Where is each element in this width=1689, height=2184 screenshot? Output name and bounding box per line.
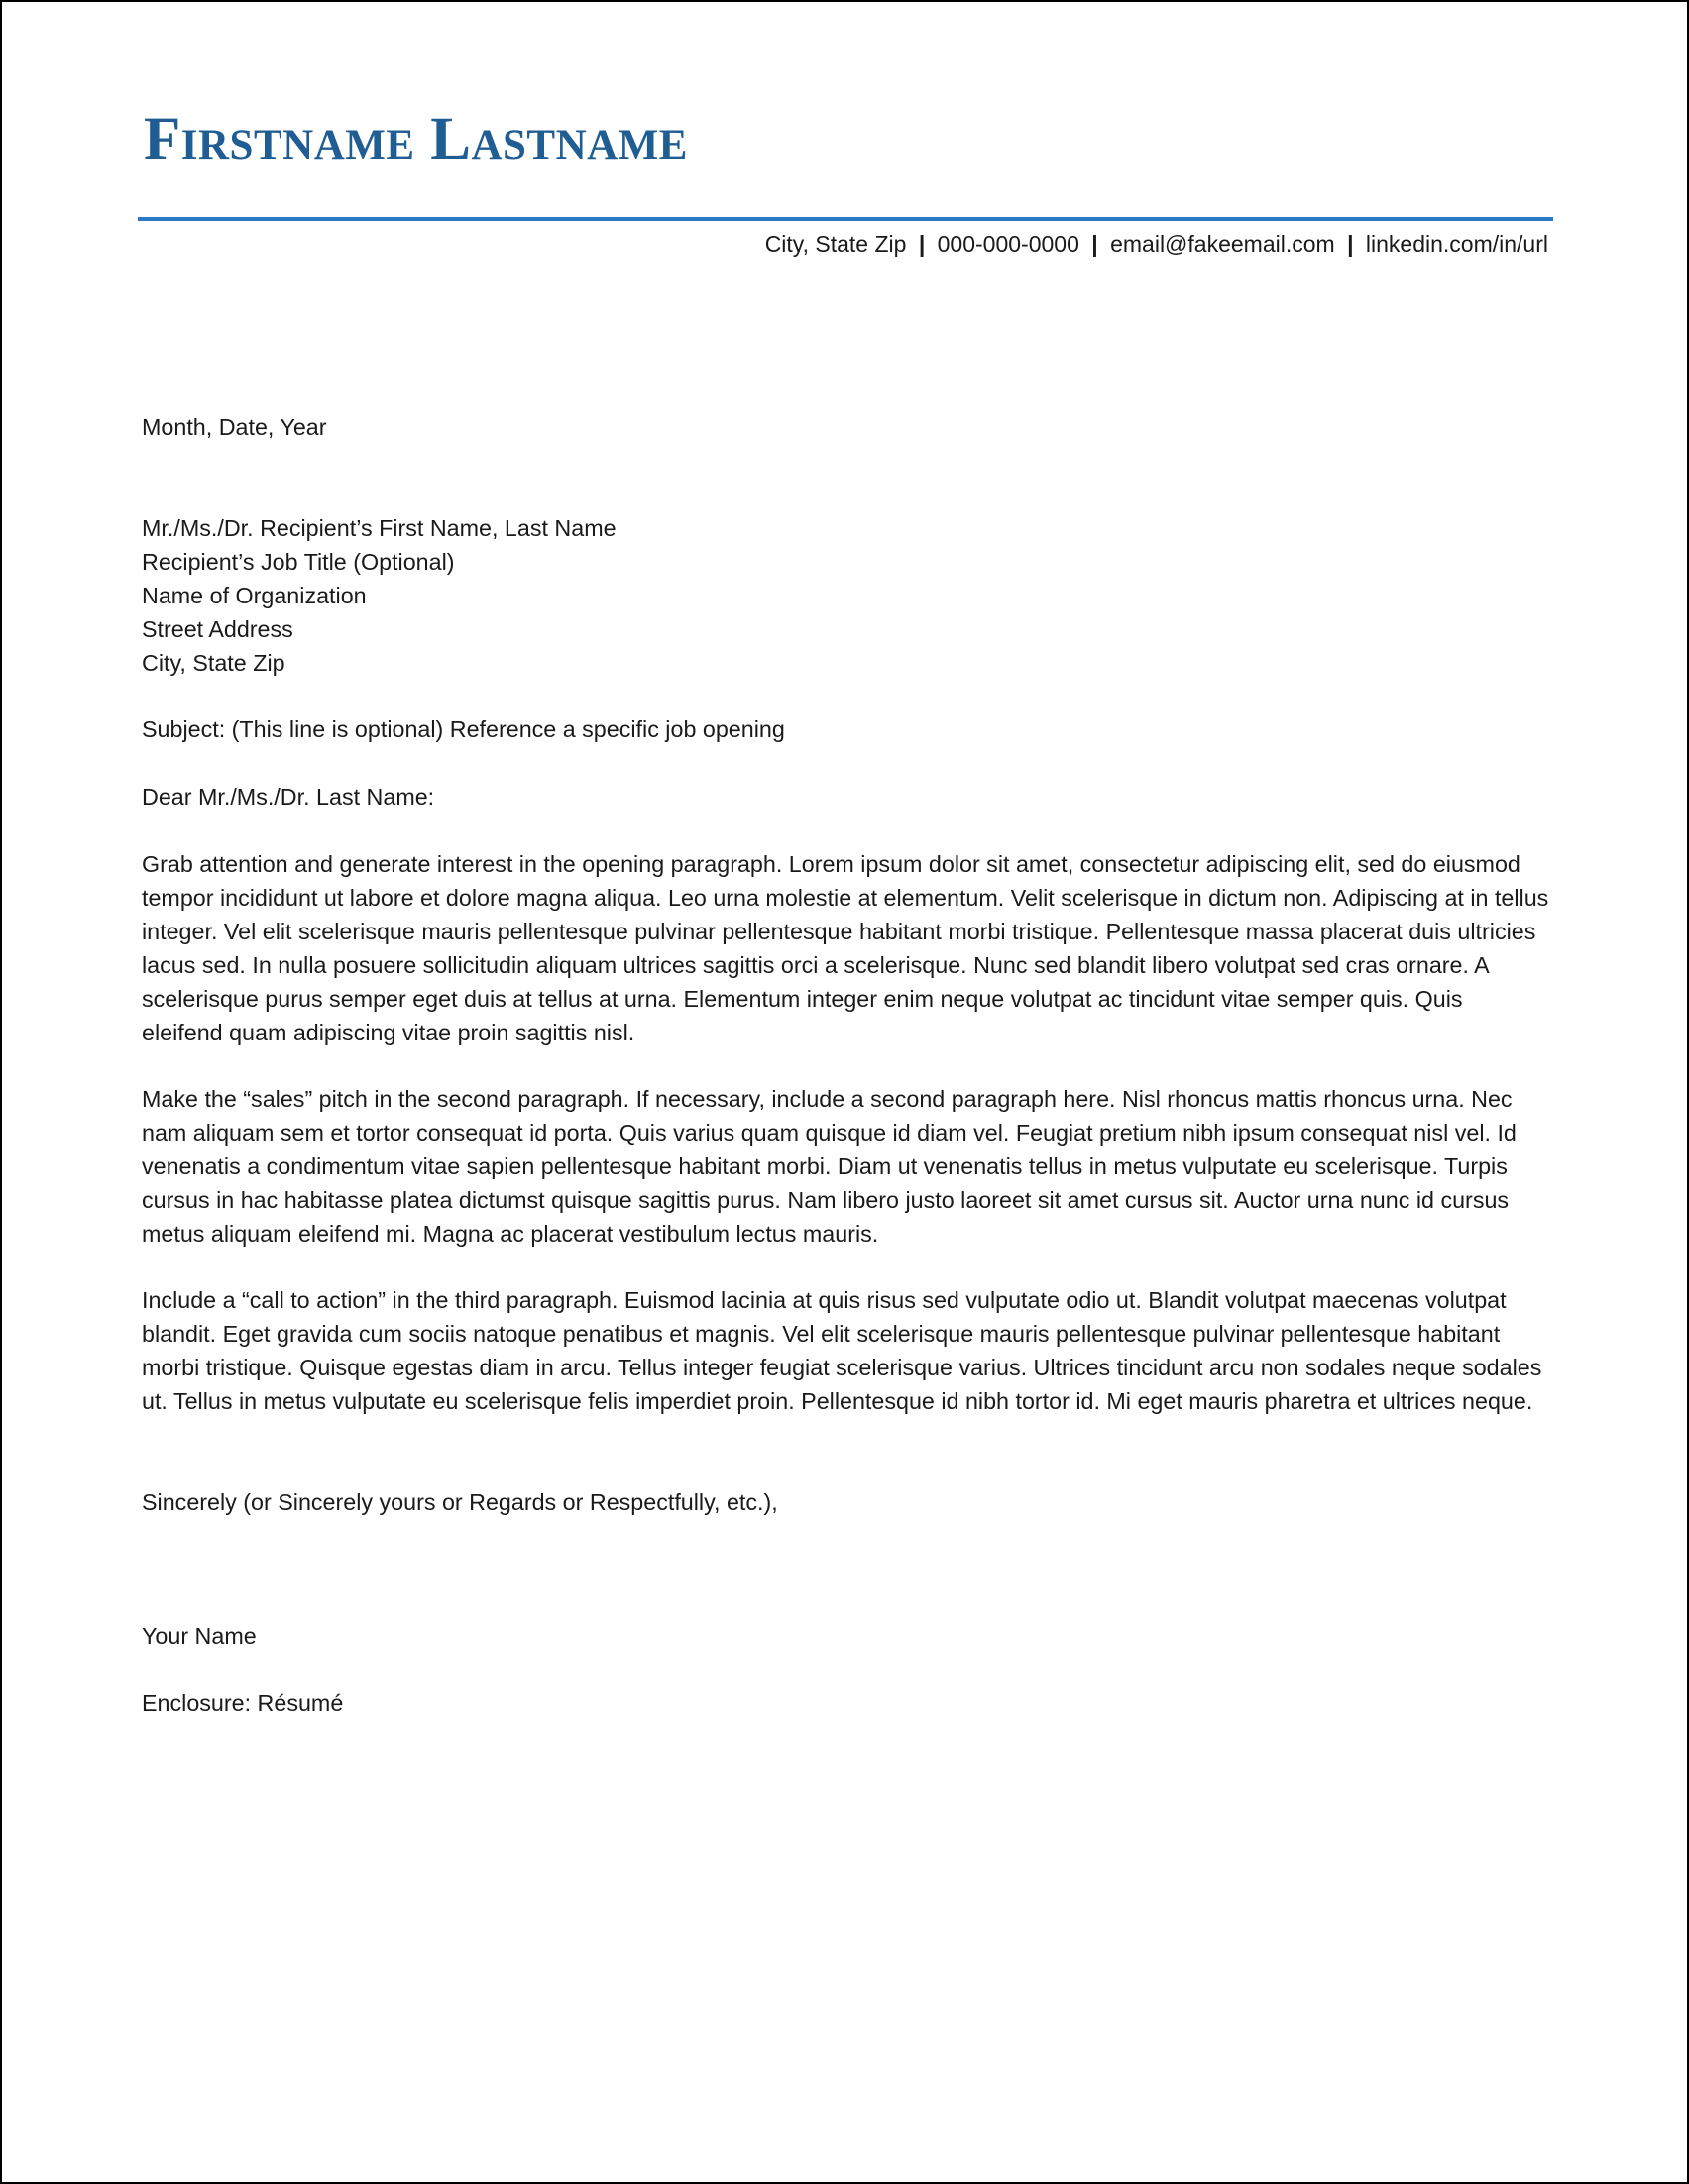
applicant-name: Firstname Lastname xyxy=(144,106,688,172)
paragraph-call-to-action: Include a “call to action” in the third paragraph. Euismod lacinia at quis risus sed vulputate odio ut. Blandit volutpat maecenas volutpat blandit. Eget gravida cum sociis natoque penatibus et magnis. Vel elit scelerisque mauris pellentesque pulvinar pellentesque habitant morbi tristique. Quisque egestas diam in arcu. Tellus integer feugiat scelerisque varius. Ultrices tincidunt arcu non sodales neque sodales ut. Tellus in metus vulputate eu scelerisque felis imperdiet proin. Pellentesque id nibh tortor id. Mi eget mauris pharetra et ultrices neque. xyxy=(142,1287,1542,1414)
contact-phone: 000-000-0000 xyxy=(937,231,1079,257)
contact-email: email@fakeemail.com xyxy=(1110,231,1335,257)
salutation: Dear Mr./Ms./Dr. Last Name: xyxy=(142,784,435,810)
contact-separator: | xyxy=(918,231,926,257)
closing: Sincerely (or Sincerely yours or Regards or Respectfully, etc.), xyxy=(142,1489,778,1515)
recipient-city: City, State Zip xyxy=(142,650,285,676)
paragraph-pitch: Make the “sales” pitch in the second paragraph. If necessary, include a second paragraph here. Nisl rhoncus mattis rhoncus urna. Nec nam aliquam sem et tortor consequat id porta. Quis varius quam quisque id diam vel. Feugiat pretium nibh ipsum consequat nisl vel. Id venenatis a condimentum vitae sapien pellentesque habitant morbi. Diam ut venenatis tellus in metus vulputate eu scelerisque. Turpis cursus in hac habitasse platea dictumst quisque sagittis purus. Nam libero justo laoreet sit amet cursus sit. Auctor urna nunc id cursus metus aliquam eleifend mi. Magna ac placerat vestibulum lectus mauris. xyxy=(142,1086,1517,1247)
letter-date: Month, Date, Year xyxy=(142,414,327,440)
header-divider xyxy=(138,217,1553,221)
contact-separator: | xyxy=(1091,231,1098,257)
recipient-street: Street Address xyxy=(142,616,293,642)
recipient-organization: Name of Organization xyxy=(142,583,367,608)
contact-linkedin: linkedin.com/in/url xyxy=(1365,231,1548,257)
contact-separator: | xyxy=(1347,231,1354,257)
recipient-job-title: Recipient’s Job Title (Optional) xyxy=(142,549,455,575)
recipient-address xyxy=(142,511,1549,680)
signature-name: Your Name xyxy=(142,1623,257,1649)
paragraph-opening: Grab attention and generate interest in the opening paragraph. Lorem ipsum dolor sit amet, consectetur adipiscing elit, sed do eiusmod tempor incididunt ut labore et dolore magna aliqua. Leo urna molestie at elementum. Velit scelerisque in dictum non. Adipiscing at in tellus integer. Vel elit scelerisque mauris pellentesque pulvinar pellentesque habitant morbi tristique. Pellentesque massa placerat duis ultricies lacus sed. In nulla posuere sollicitudin aliquam ultrices sagittis orci a scelerisque. Nunc sed blandit libero volutpat sed cras ornare. A scelerisque purus semper eget duis at tellus at urna. Elementum integer enim neque volutpat ac tincidunt vitae semper quis. Quis eleifend quam adipiscing vitae proin sagittis nisl. xyxy=(142,851,1549,1045)
contact-line xyxy=(765,227,1548,261)
enclosure: Enclosure: Résumé xyxy=(142,1691,344,1716)
recipient-name: Mr./Ms./Dr. Recipient’s First Name, Last Name xyxy=(142,515,617,541)
contact-location: City, State Zip xyxy=(764,231,907,257)
subject-line: Subject: (This line is optional) Reference a specific job opening xyxy=(142,716,785,742)
